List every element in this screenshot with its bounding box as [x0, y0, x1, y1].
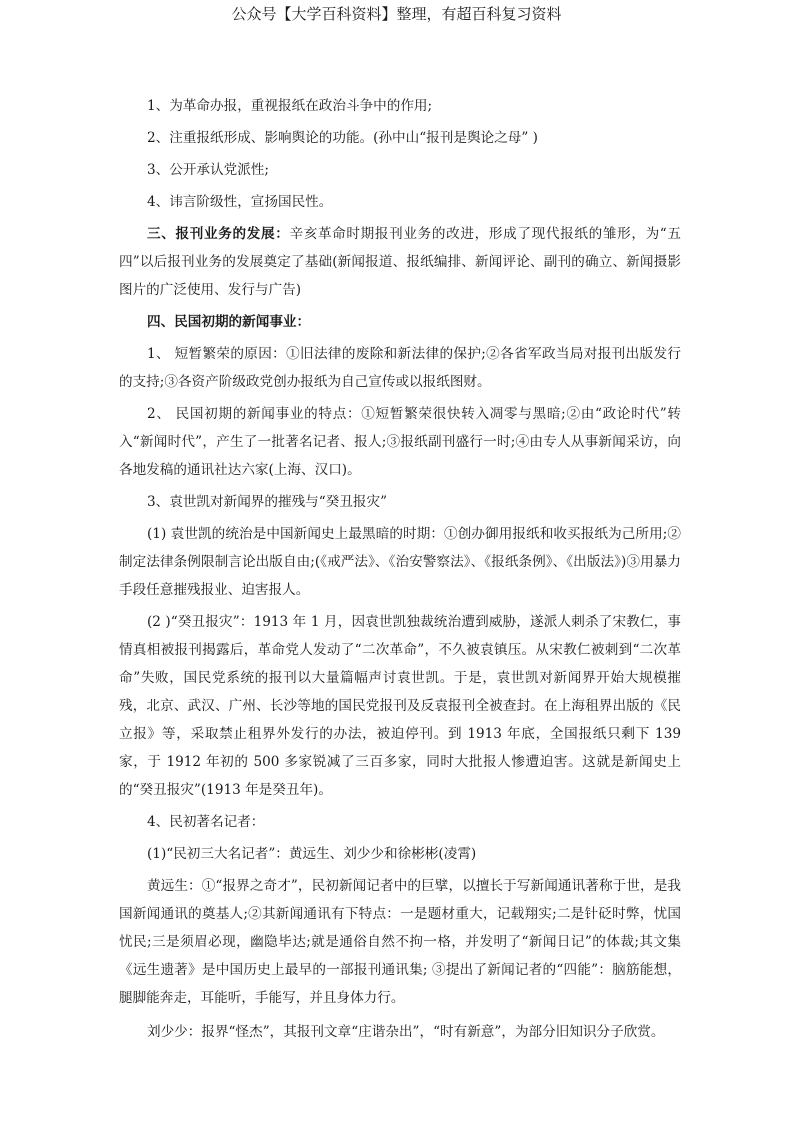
paragraph-text: 3、袁世凯对新闻界的摧残与“癸丑报灾” — [147, 494, 388, 510]
paragraph-text: 刘少少：报界“怪杰”，其报刊文章“庄谐杂出”，“时有新意”，为部分旧知识分子欣赏。 — [147, 1024, 665, 1040]
page-header: 公众号【大学百科资料】整理，有超百科复习资料 — [231, 5, 562, 23]
paragraph-text: 3、公开承认党派性; — [147, 162, 269, 178]
section-heading: 三、报刊业务的发展： — [147, 226, 290, 242]
paragraph — [119, 872, 681, 1012]
section-paragraph — [119, 220, 681, 304]
paragraph — [119, 520, 681, 604]
paragraph-text: 4、民初著名记者： — [147, 814, 265, 830]
paragraph — [119, 124, 681, 152]
paragraph-text: (1)“民初三大名记者”：黄远生、刘少少和徐彬彬(凌霄) — [147, 846, 477, 862]
paragraph-text: (1) 袁世凯的统治是中国新闻史上最黑暗的时期：①创办御用报纸和收买报纸为己所用;②制定法律条例限制言论出版自由;(《戒严法》、《治安警察法》、《报纸条例》、《出版法》)③用暴力手段任意摧残报业、迫害报人。 — [119, 526, 681, 598]
paragraph-text: 1、 短暂繁荣的原因：①旧法律的废除和新法律的保护;②各省军政当局对报刊出版发行的支持;③各资产阶级政党创办报纸为自己宣传或以报纸图财。 — [119, 346, 681, 390]
paragraph — [119, 840, 681, 868]
paragraph — [119, 340, 681, 396]
paragraph — [119, 608, 681, 804]
paragraph-text: 4、讳言阶级性，宣扬国民性。 — [147, 194, 333, 210]
paragraph — [119, 156, 681, 184]
paragraph-text: 1、为革命办报，重视报纸在政治斗争中的作用; — [147, 98, 433, 114]
paragraph — [119, 92, 681, 120]
paragraph-text: 黄远生：①“报界之奇才”，民初新闻记者中的巨擘，以擅长于写新闻通讯著称于世，是我国新闻通讯的奠基人;②其新闻通讯有下特点：一是题材重大，记载翔实;二是针砭时弊，忧国忧民;三是须眉必现，幽隐毕达;就是通俗自然不拘一格，并发明了“新闻日记”的体裁;其文集《远生遗著》是中国历史上最早的一部报刊通讯集; ③提出了新闻记者的“四能”：脑筋能想，腿脚能奔走，耳能听，手能写，并且身体力行。 — [119, 878, 681, 1006]
paragraph — [119, 488, 681, 516]
paragraph-text: 辛亥革命时期报刊业务的改进，形成了现代报纸的雏形，为“五四”以后报刊业务的发展奠定了基础(新闻报道、报纸编排、新闻评论、副刊的确立、新闻摄影图片的广泛使用、发行与广告) — [119, 226, 682, 298]
paragraph — [119, 808, 681, 836]
paragraph-text: (2 )“癸丑报灾”：1913 年 1 月，因袁世凯独裁统治遭到威胁，遂派人刺杀了宋教仁，事情真相被报刊揭露后，革命党人发动了“二次革命”，不久被袁镇压。从宋教仁被刺到“二次革命”失败，国民党系统的报刊以大量篇幅声讨袁世凯。于是，袁世凯对新闻界开始大规模摧残，北京、武汉、广州、长沙等地的国民党报刊及反袁报刊全被查封。在上海租界出版的《民立报》等，采取禁止租界外发行的办法，被迫停刊。到 1913 年底，全国报纸只剩下 139 家，于 1912 年初的 500 多家锐减了三百多家，同时大批报人惨遭迫害。这就是新闻史上的“癸丑报灾”(1913 年是癸丑年)。 — [119, 614, 681, 798]
paragraph-text: 2、注重报纸形成、影响舆论的功能。(孙中山“报刊是舆论之母” ) — [147, 130, 538, 146]
section-heading: 四、民国初期的新闻事业： — [147, 314, 311, 330]
section-heading-paragraph — [119, 308, 681, 336]
paragraph — [119, 1018, 681, 1046]
document-body — [119, 92, 681, 1050]
paragraph-text: 2、 民国初期的新闻事业的特点：①短暂繁荣很快转入凋零与黑暗;②由“政论时代”转入“新闻时代”，产生了一批著名记者、报人;③报纸副刊盛行一时;④由专人从事新闻采访，向各地发稿的通讯社达六家(上海、汉口)。 — [119, 406, 681, 478]
paragraph — [119, 188, 681, 216]
paragraph — [119, 400, 681, 484]
